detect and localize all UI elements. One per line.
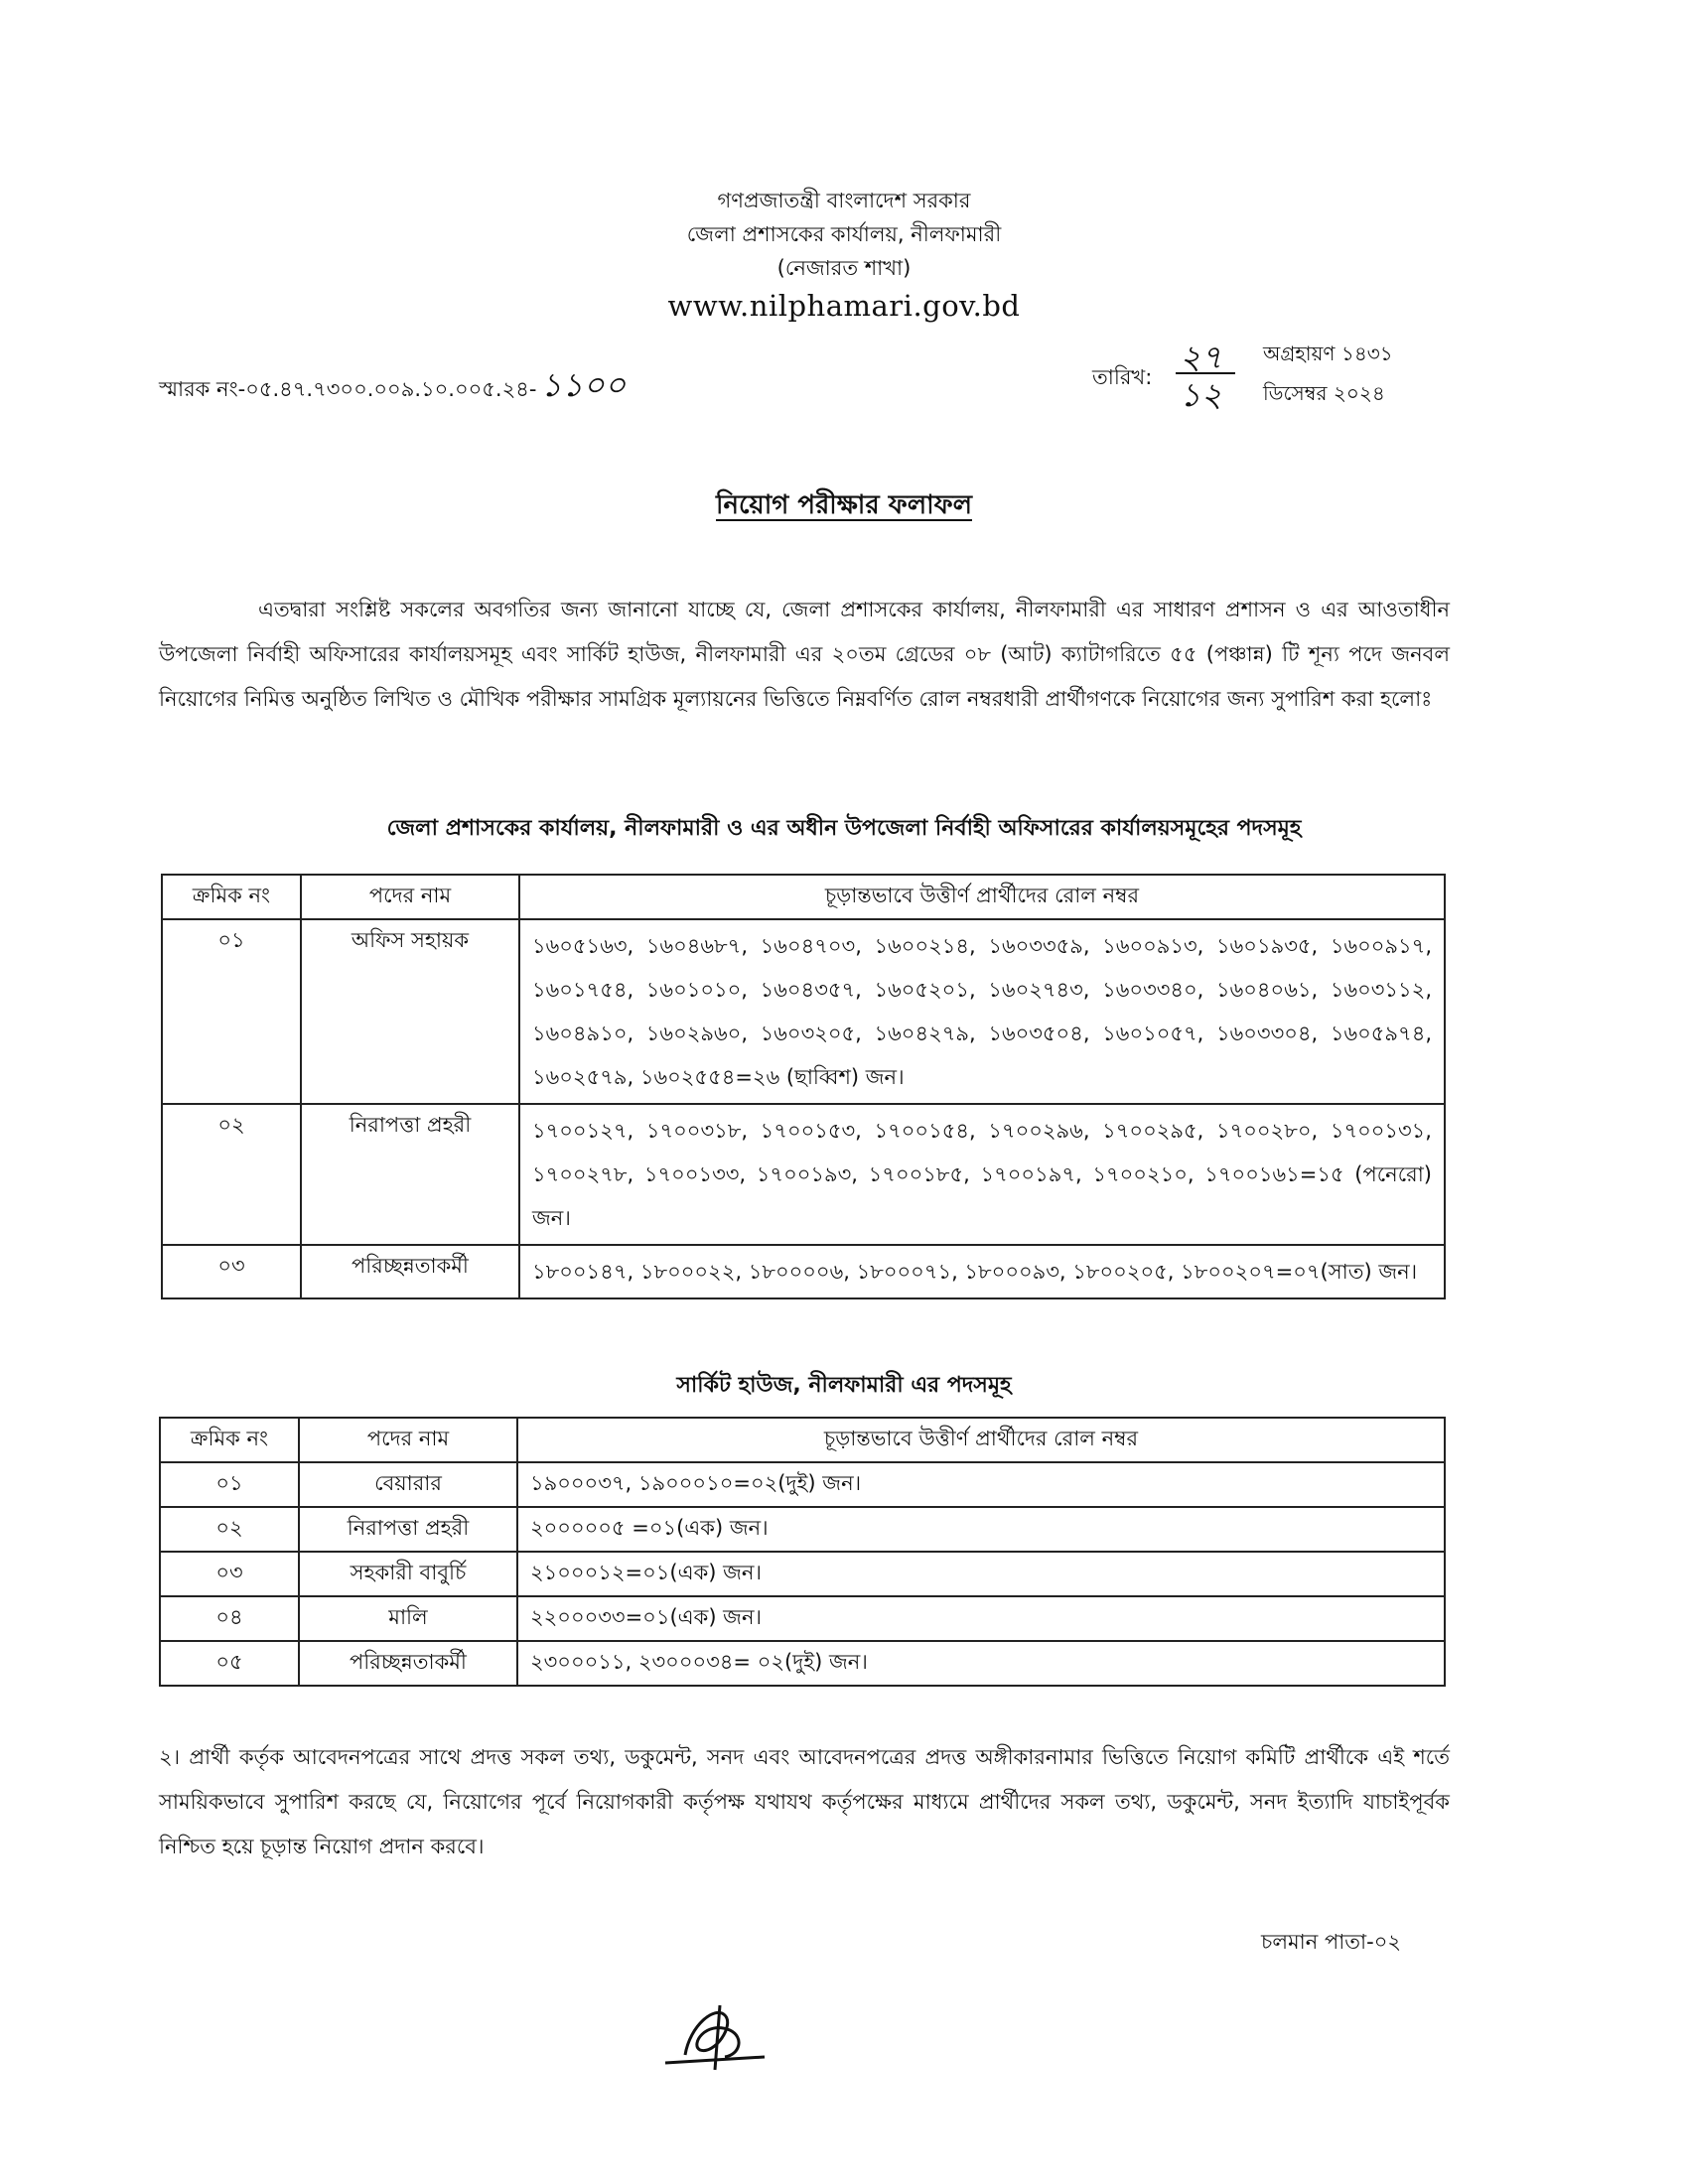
post-cell: নিরাপত্তা প্রহরী — [299, 1507, 517, 1552]
table-row — [160, 1507, 1445, 1552]
serial-cell: ০১ — [162, 919, 301, 1104]
serial-cell: ০৫ — [160, 1641, 299, 1686]
col-serial: ক্রমিক নং — [162, 875, 301, 919]
table-row — [160, 1596, 1445, 1641]
post-cell: পরিচ্ছন্নতাকর্মী — [299, 1641, 517, 1686]
serial-cell: ০৪ — [160, 1596, 299, 1641]
col-post: পদের নাম — [299, 1418, 517, 1462]
col-post: পদের নাম — [301, 875, 519, 919]
letterhead — [0, 184, 1688, 327]
section-name: (নেজারত শাখা) — [776, 256, 912, 280]
table1-heading: জেলা প্রশাসকের কার্যালয়, নীলফামারী ও এর অধীন উপজেলা নির্বাহী অফিসারের কার্যালয়সমূহের পদসমূহ — [386, 816, 1302, 841]
col-serial: ক্রমিক নং — [160, 1418, 299, 1462]
title-text: নিয়োগ পরীক্ষার ফলাফল — [716, 490, 972, 520]
post-cell: অফিস সহায়ক — [301, 919, 519, 1104]
serial-cell: ০২ — [160, 1507, 299, 1552]
table-header-row — [162, 875, 1445, 919]
memo-label: স্মারক নং-০৫.৪৭.৭৩০০.০০৯.১০.০০৫.২৪- — [159, 377, 537, 401]
memo-number — [159, 359, 626, 415]
rolls-cell: ১৭০০১২৭, ১৭০০৩১৮, ১৭০০১৫৩, ১৭০০১৫৪, ১৭০০২৯৬, ১৭০০২৯৫, ১৭০০২৮০, ১৭০০১৩১, ১৭০০২৭৮, ১৭০০১৩৩, ১৭০০১৯৩, ১৭০০১৮৫, ১৭০০১৯৭, ১৭০০২১০, ১৭০০১৬১=১৫ (পনেরো) জন। — [519, 1104, 1445, 1245]
rolls-cell: ২০০০০০৫ =০১(এক) জন। — [517, 1507, 1445, 1552]
table-header-row — [160, 1418, 1445, 1462]
rolls-cell: ১৯০০০৩৭, ১৯০০০১০=০২(দুই) জন। — [517, 1462, 1445, 1507]
table-row — [160, 1552, 1445, 1596]
document-title — [0, 484, 1688, 528]
serial-cell: ০১ — [160, 1462, 299, 1507]
rolls-cell: ১৮০০১৪৭, ১৮০০০২২, ১৮০০০০৬, ১৮০০০৭১, ১৮০০০৯৩, ১৮০০২০৫, ১৮০০২০৭=০৭(সাত) জন। — [519, 1245, 1445, 1298]
results-table-dc-office — [161, 874, 1446, 1299]
serial-cell: ০৩ — [160, 1552, 299, 1596]
office-name: জেলা প্রশাসকের কার্যালয়, নীলফামারী — [686, 222, 1002, 246]
date-block — [1092, 336, 1450, 414]
serial-cell: ০২ — [162, 1104, 301, 1245]
government-name: গণপ্রজাতন্ত্রী বাংলাদেশ সরকার — [717, 189, 971, 212]
results-table-circuit-house — [159, 1417, 1446, 1687]
intro-text: এতদ্বারা সংশ্লিষ্ট সকলের অবগতির জন্য জানানো যাচ্ছে যে, জেলা প্রশাসকের কার্যালয়, নীলফামারী এর সাধারণ প্রশাসন ও এর আওতাধীন উপজেলা নির্বাহী অফিসারের কার্যালয়সমূহ এবং সার্কিট হাউজ, নীলফামারী এর ২০তম গ্রেডের ০৮ (আট) ক্যাটাগরিতে ৫৫ (পঞ্চান্ন) টি শূন্য পদে জনবল নিয়োগের নিমিত্ত অনুষ্ঠিত লিখিত ও মৌখিক পরীক্ষার সামগ্রিক মূল্যায়নের ভিত্তিতে নিম্নবর্ণিত রোল নম্বরধারী প্রার্থীগণকে নিয়োগের জন্য সুপারিশ করা হলোঃ — [159, 598, 1450, 711]
rolls-cell: ১৬০৫১৬৩, ১৬০৪৬৮৭, ১৬০৪৭০৩, ১৬০০২১৪, ১৬০৩৩৫৯, ১৬০০৯১৩, ১৬০১৯৩৫, ১৬০০৯১৭, ১৬০১৭৫৪, ১৬০১০১০, ১৬০৪৩৫৭, ১৬০৫২০১, ১৬০২৭৪৩, ১৬০৩৩৪০, ১৬০৪০৬১, ১৬০৩১১২, ১৬০৪৯১০, ১৬০২৯৬০, ১৬০৩২০৫, ১৬০৪২৭৯, ১৬০৩৫০৪, ১৬০১০৫৭, ১৬০৩৩০৪, ১৬০৫৯৭৪, ১৬০২৫৭৯, ১৬০২৫৫৪=২৬ (ছাব্বিশ) জন। — [519, 919, 1445, 1104]
rolls-cell: ২১০০০১২=০১(এক) জন। — [517, 1552, 1445, 1596]
col-rolls: চূড়ান্তভাবে উত্তীর্ণ প্রার্থীদের রোল নম্বর — [517, 1418, 1445, 1462]
col-rolls: চূড়ান্তভাবে উত্তীর্ণ প্রার্থীদের রোল নম্বর — [519, 875, 1445, 919]
post-cell: মালি — [299, 1596, 517, 1641]
post-cell: সহকারী বাবুর্চি — [299, 1552, 517, 1596]
date-english-calendar: ডিসেম্বর ২০২৪ — [1263, 381, 1385, 405]
post-cell: বেয়ারার — [299, 1462, 517, 1507]
website-link[interactable]: www.nilphamari.gov.bd — [667, 289, 1021, 323]
memo-handwritten-number: ১১০০ — [540, 365, 627, 404]
post-cell: পরিচ্ছন্নতাকর্মী — [301, 1245, 519, 1298]
serial-cell: ০৩ — [162, 1245, 301, 1298]
continuation-note: চলমান পাতা-০২ — [1261, 1930, 1402, 1954]
table2-heading: সার্কিট হাউজ, নীলফামারী এর পদসমূহ — [676, 1373, 1012, 1398]
post-cell: নিরাপত্তা প্রহরী — [301, 1104, 519, 1245]
date-bangla-calendar: অগ্রহায়ণ ১৪৩১ — [1263, 341, 1393, 365]
date-handwritten-english-day: ১২ — [1180, 375, 1222, 414]
date-label: তারিখ: — [1092, 365, 1153, 389]
table-row — [160, 1641, 1445, 1686]
condition-paragraph: ২। প্রার্থী কর্তৃক আবেদনপত্রের সাথে প্রদত্ত সকল তথ্য, ডকুমেন্ট, সনদ এবং আবেদনপত্রের প্রদত্ত অঙ্গীকারনামার ভিত্তিতে নিয়োগ কমিটি প্রার্থীকে এই শর্তে সাময়িকভাবে সুপারিশ করছে যে, নিয়োগের পূর্বে নিয়োগকারী কর্তৃপক্ষ যথাযথ কর্তৃপক্ষের মাধ্যমে প্রার্থীদের সকল তথ্য, ডকুমেন্ট, সনদ ইত্যাদি যাচাইপূর্বক নিশ্চিত হয়ে চূড়ান্ত নিয়োগ প্রদান করবে। — [159, 1745, 1450, 1858]
intro-paragraph — [159, 588, 1450, 722]
table-row — [162, 919, 1445, 1104]
date-handwritten-bangla-day: ২৭ — [1180, 338, 1222, 376]
table-row — [162, 1104, 1445, 1245]
table-row — [162, 1245, 1445, 1298]
table-row — [160, 1462, 1445, 1507]
rolls-cell: ২২০০০৩৩=০১(এক) জন। — [517, 1596, 1445, 1641]
rolls-cell: ২৩০০০১১, ২৩০০০৩৪= ০২(দুই) জন। — [517, 1641, 1445, 1686]
signature-mark — [645, 1985, 784, 2085]
